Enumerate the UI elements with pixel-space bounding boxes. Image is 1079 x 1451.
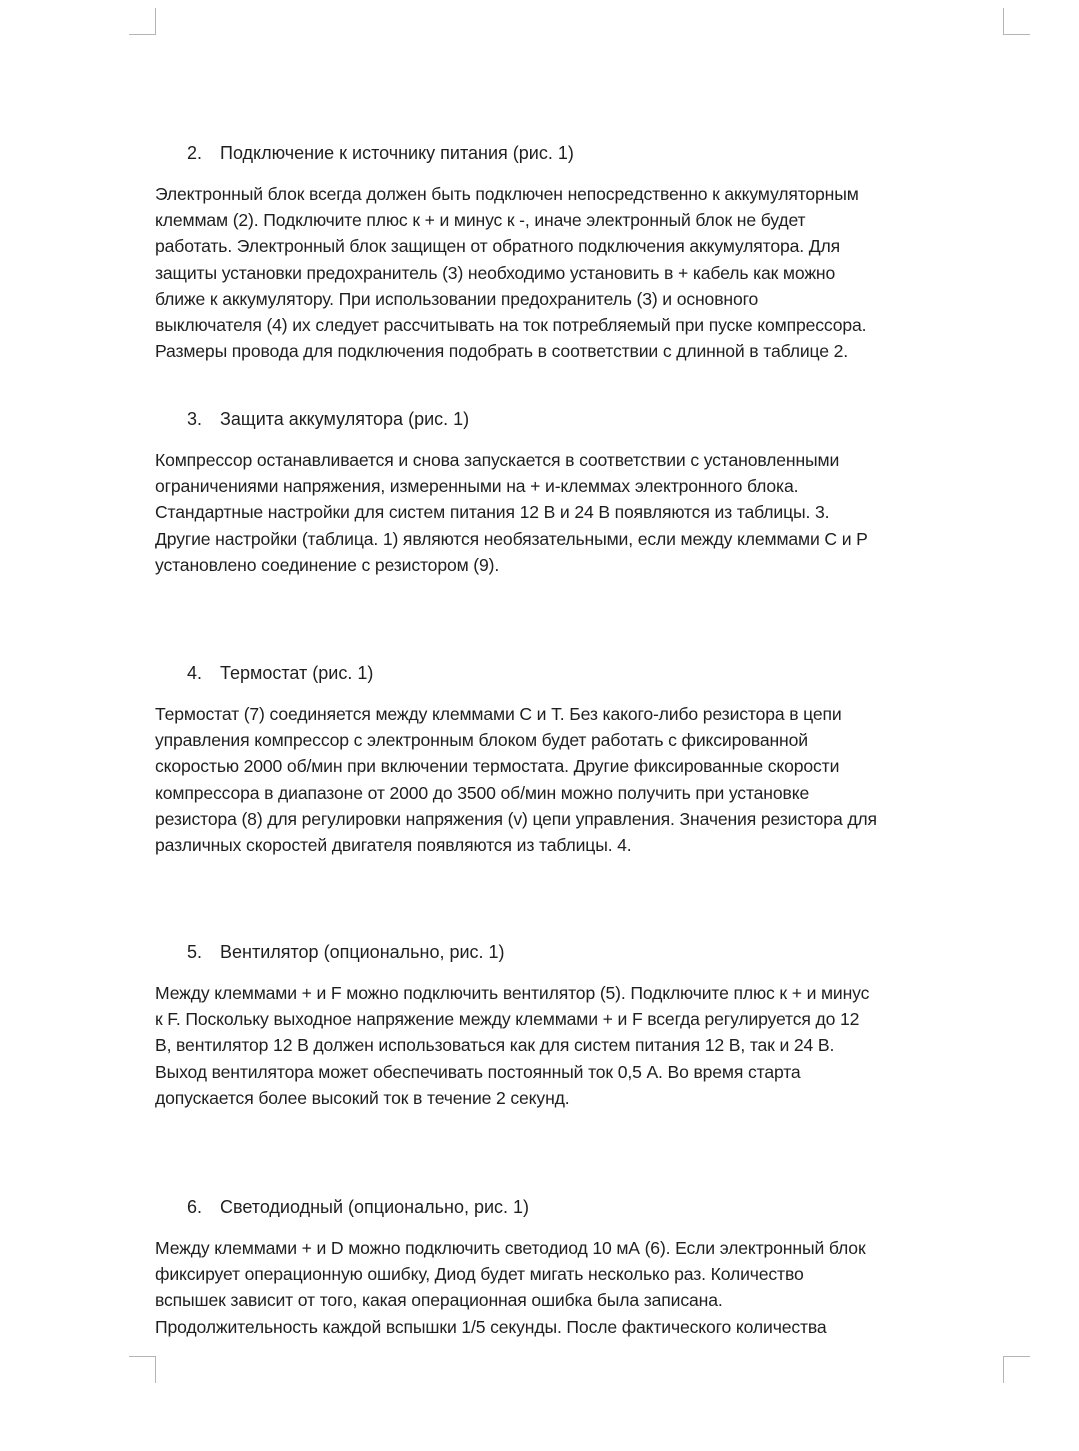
paragraph-line: Между клеммами + и F можно подключить вентилятор (5). Подключите плюс к + и минус bbox=[155, 983, 870, 1003]
section-title: Светодиодный (опционально, рис. 1) bbox=[220, 1197, 530, 1217]
section-title: Подключение к источнику питания (рис. 1) bbox=[220, 143, 574, 163]
section-number: 4. bbox=[187, 663, 203, 683]
section bbox=[155, 140, 1025, 364]
section-heading bbox=[155, 140, 1025, 166]
paragraph-line: клеммам (2). Подключите плюс к + и минус к -, иначе электронный блок не будет bbox=[155, 210, 806, 231]
paragraph-line: фиксирует операционную ошибку, Диод будет мигать несколько раз. Количество bbox=[155, 1264, 804, 1285]
paragraph-line: работать. Электронный блок защищен от обратного подключения аккумулятора. Для bbox=[155, 236, 841, 257]
paragraph-line: Продолжительность каждой вспышки 1/5 секунды. После фактического количества bbox=[155, 1316, 827, 1337]
section-paragraph bbox=[155, 1235, 1025, 1340]
crop-mark-top-right bbox=[1003, 8, 1030, 35]
section bbox=[155, 939, 1025, 1111]
paragraph-line: управления компрессор с электронным блоком будет работать с фиксированной bbox=[155, 730, 808, 751]
crop-mark-bottom-right bbox=[1003, 1356, 1030, 1383]
paragraph-line: выключателя (4) их следует рассчитывать на ток потребляемый при пуске компрессора. bbox=[155, 314, 867, 335]
paragraph-line: Размеры провода для подключения подобрать в соответствии с длинной в таблице 2. bbox=[155, 341, 848, 362]
section bbox=[155, 406, 1025, 578]
paragraph-line: к F. Поскольку выходное напряжение между клеммами + и F всегда регулируется до 12 bbox=[155, 1009, 860, 1030]
paragraph-line: вспышек зависит от того, какая операционная ошибка была записана. bbox=[155, 1290, 723, 1311]
paragraph-line: Выход вентилятора может обеспечивать постоянный ток 0,5 А. Во время старта bbox=[155, 1061, 801, 1082]
paragraph-line: Компрессор останавливается и снова запускается в соответствии с установленными bbox=[155, 450, 840, 470]
paragraph-line: Термостат (7) соединяется между клеммами С и Т. Без какого-либо резистора в цепи bbox=[155, 704, 842, 724]
section-heading bbox=[155, 660, 1025, 686]
section bbox=[155, 660, 1025, 858]
section-paragraph bbox=[155, 701, 1025, 858]
paragraph-line: Стандартные настройки для систем питания 12 В и 24 В появляются из таблицы. 3. bbox=[155, 502, 830, 523]
paragraph-line: Электронный блок всегда должен быть подключен непосредственно к аккумуляторным bbox=[155, 184, 859, 204]
crop-mark-top-left bbox=[129, 8, 156, 35]
section-number: 3. bbox=[187, 409, 203, 429]
section-title: Вентилятор (опционально, рис. 1) bbox=[220, 942, 505, 962]
paragraph-line: допускается более высокий ток в течение 2 секунд. bbox=[155, 1087, 570, 1108]
section-heading bbox=[155, 939, 1025, 965]
section-number: 5. bbox=[187, 942, 203, 962]
section-heading bbox=[155, 406, 1025, 432]
section-paragraph bbox=[155, 980, 1025, 1111]
section-paragraph bbox=[155, 447, 1025, 578]
paragraph-line: компрессора в диапазоне от 2000 до 3500 об/мин можно получить при установке bbox=[155, 782, 810, 803]
paragraph-line: установлено соединение с резистором (9). bbox=[155, 554, 500, 575]
section-title: Термостат (рис. 1) bbox=[220, 663, 374, 683]
section bbox=[155, 1194, 1025, 1340]
section-paragraph bbox=[155, 181, 1025, 364]
paragraph-line: ближе к аккумулятору. При использовании предохранитель (3) и основного bbox=[155, 288, 759, 309]
paragraph-line: различных скоростей двигателя появляются из таблицы. 4. bbox=[155, 834, 632, 855]
paragraph-line: резистора (8) для регулировки напряжения (v) цепи управления. Значения резистора для bbox=[155, 808, 877, 829]
section-number: 6. bbox=[187, 1197, 203, 1217]
paragraph-line: В, вентилятор 12 В должен использоваться как для систем питания 12 В, так и 24 В. bbox=[155, 1035, 835, 1056]
paragraph-line: скоростью 2000 об/мин при включении термостата. Другие фиксированные скорости bbox=[155, 756, 840, 777]
section-heading bbox=[155, 1194, 1025, 1220]
paragraph-line: ограничениями напряжения, измеренными на + и-клеммах электронного блока. bbox=[155, 476, 799, 497]
section-title: Защита аккумулятора (рис. 1) bbox=[220, 409, 470, 429]
section-number: 2. bbox=[187, 143, 203, 163]
paragraph-line: Между клеммами + и D можно подключить светодиод 10 мА (6). Если электронный блок bbox=[155, 1238, 866, 1258]
paragraph-line: Другие настройки (таблица. 1) являются необязательными, если между клеммами С и P bbox=[155, 528, 868, 549]
crop-mark-bottom-left bbox=[129, 1356, 156, 1383]
paragraph-line: защиты установки предохранитель (3) необходимо установить в + кабель как можно bbox=[155, 262, 836, 283]
